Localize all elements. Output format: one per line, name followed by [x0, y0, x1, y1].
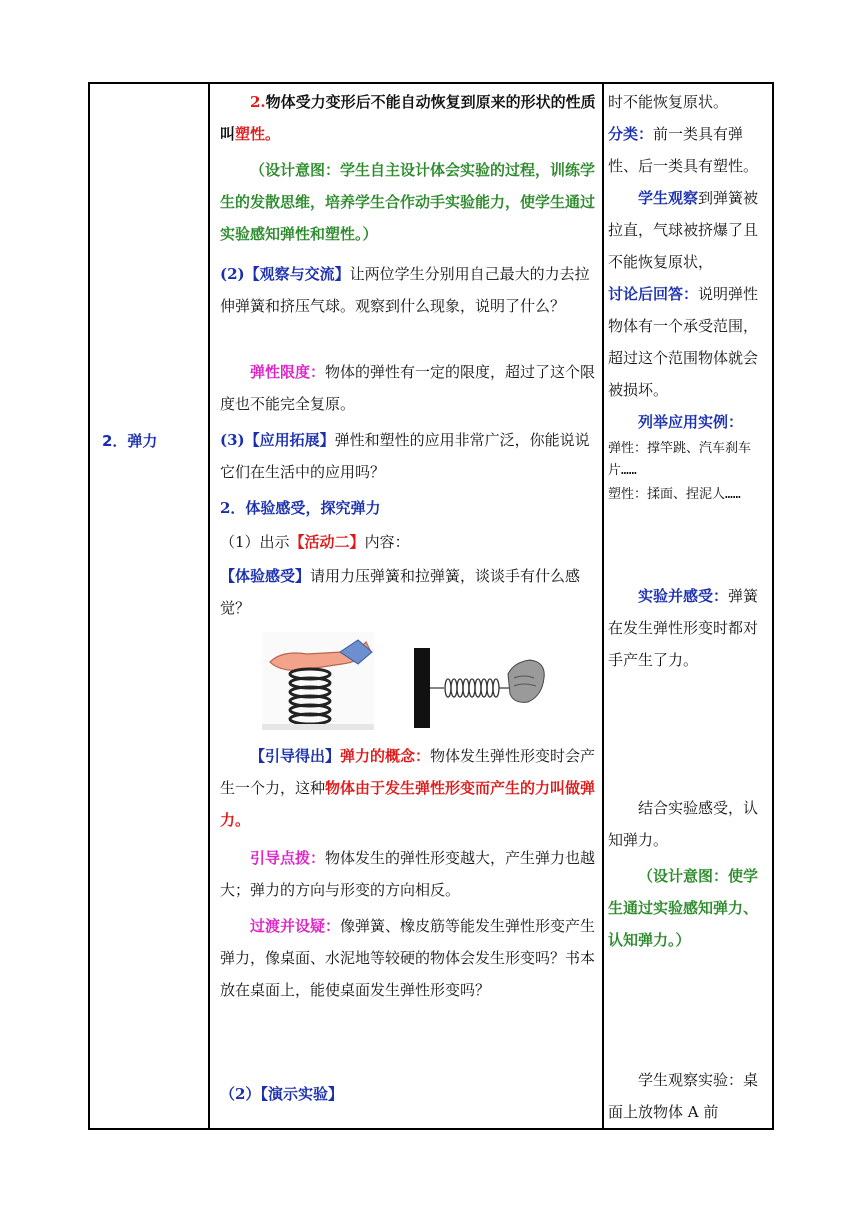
spring-press-illustration: [262, 632, 374, 730]
section-column: [90, 84, 208, 1128]
spring-pull-illustration: [410, 644, 550, 730]
design-intent-2: （设计意图：使学生通过实验感知弹力、认知弹力。）: [608, 867, 759, 949]
lesson-table: [88, 82, 774, 1130]
application-extension: (3)【应用拓展】弹性和塑性的应用非常广泛，你能说说它们在生活中的应用吗？: [220, 431, 590, 481]
elastic-force-concept: 【引导得出】弹力的概念：物体发生弹性形变时会产生一个力，这种物体由于发生弹性形变而产生的力叫做弹力。: [220, 747, 596, 829]
transition-question: 过渡并设疑：像弹簧、橡皮筋等能发生弹性形变产生弹力，像桌面、水泥地等较硬的物体会发生形变吗？书本放在桌面上，能使桌面发生弹性形变吗？: [220, 917, 596, 999]
guidance-tip: 引导点拨：物体发生的弹性形变越大，产生弹力也越大；弹力的方向与形变的方向相反。: [220, 849, 596, 899]
side-classification: 分类：前一类具有弹性、后一类具有塑性。: [608, 125, 759, 175]
plasticity-definition: 2.物体受力变形后不能自动恢复到原来的形状的性质叫塑性。: [220, 93, 596, 143]
side-list-heading: 列举应用实例：: [638, 413, 744, 431]
demo-experiment: （2）【演示实验】: [220, 1085, 343, 1103]
side-discussion: 讨论后回答：说明弹性物体有一个承受范围，超过这个范围物体就会被损坏。: [608, 285, 759, 399]
design-intent-1: （设计意图：学生自主设计体会实验的过程，训练学生的发散思维，培养学生合作动手实验能力，使学生通过实验感知弹性和塑性。）: [220, 161, 596, 243]
side-example-elastic: 弹性：撑竿跳、汽车刹车片……: [608, 441, 752, 478]
activity-two: （1）出示【活动二】内容：: [220, 533, 410, 551]
content-column: [210, 84, 602, 1128]
elastic-limit: 弹性限度：物体的弹性有一定的限度，超过了这个限度也不能完全复原。: [220, 363, 596, 413]
subheading-experience: 2．体验感受，探究弹力: [220, 499, 381, 517]
observe-exchange: (2)【观察与交流】让两位学生分别用自己最大的力去拉伸弹簧和挤压气球。观察到什么现象，说明了什么？: [220, 265, 590, 315]
section-label: 2．弹力: [102, 432, 158, 450]
side-line-1: 时不能恢复原状。: [608, 93, 729, 111]
side-example-plastic: 塑性：揉面、捏泥人……: [608, 487, 741, 502]
student-activity-column: [604, 84, 772, 1128]
side-observation: 学生观察到弹簧被拉直，气球被挤爆了且不能恢复原状，: [608, 189, 759, 271]
experience-feel: 【体验感受】请用力压弹簧和拉弹簧，谈谈手有什么感觉？: [220, 567, 581, 617]
side-feel: 实验并感受：弹簧在发生弹性形变时都对手产生了力。: [608, 587, 759, 669]
side-combine: 结合实验感受，认知弹力。: [608, 799, 759, 849]
side-watch-experiment: 学生观察实验：桌面上放物体 A 前: [608, 1071, 759, 1121]
